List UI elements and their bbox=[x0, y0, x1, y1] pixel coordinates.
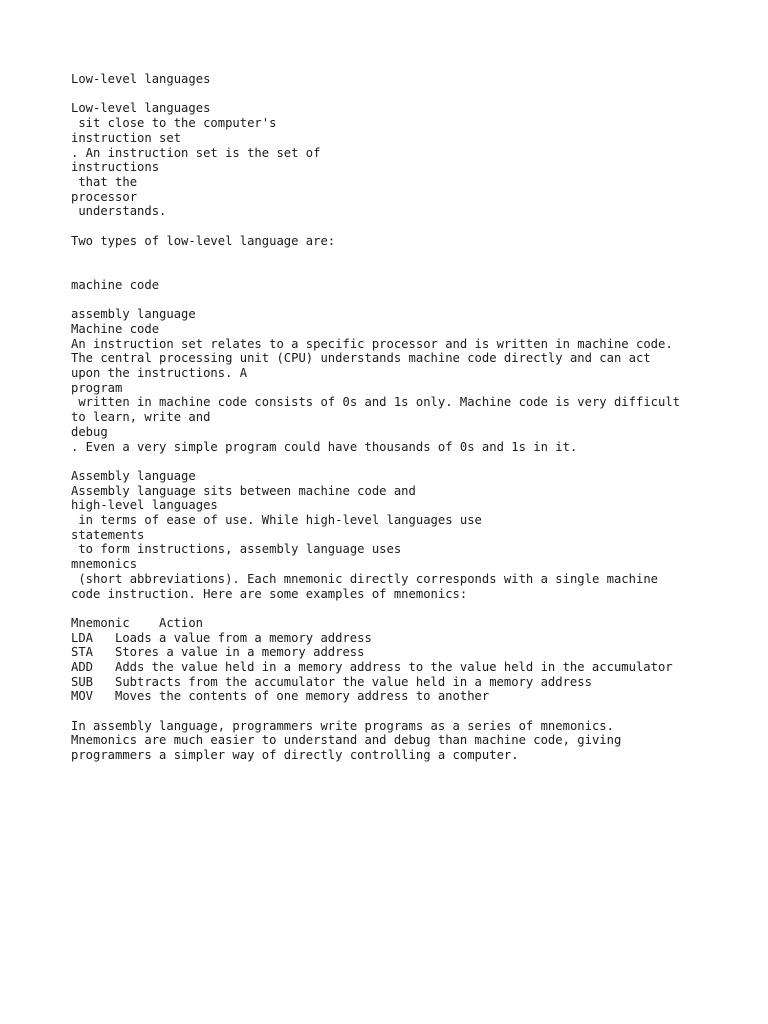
column-header-action: Action bbox=[159, 615, 204, 630]
spacer bbox=[71, 219, 731, 234]
intro-paragraph bbox=[71, 101, 731, 219]
intro-line: sit close to the computer's bbox=[71, 116, 277, 131]
document-body bbox=[71, 72, 731, 763]
assembly-line: statements bbox=[71, 527, 145, 542]
mnemonics-table bbox=[71, 616, 731, 704]
assembly-line: to form instructions, assembly language uses bbox=[71, 542, 402, 557]
table-row bbox=[71, 675, 731, 690]
intro-line: understands. bbox=[71, 204, 167, 219]
machine-code-line: to learn, write and bbox=[71, 410, 211, 425]
page-title: Low-level languages bbox=[71, 72, 211, 86]
table-row bbox=[71, 631, 731, 646]
intro-line: . An instruction set is the set of bbox=[71, 145, 321, 160]
closing-line: In assembly language, programmers write programs as a series of mnemonics. bbox=[71, 718, 614, 733]
mnemonic-cell: STA bbox=[71, 645, 94, 660]
assembly-line: mnemonics bbox=[71, 557, 138, 572]
table-row bbox=[71, 660, 731, 675]
intro-line: instruction set bbox=[71, 130, 182, 145]
machine-code-line: written in machine code consists of 0s and 1s only. Machine code is very difficult bbox=[71, 395, 681, 410]
spacer bbox=[71, 248, 731, 277]
column-header-mnemonic: Mnemonic bbox=[71, 615, 130, 630]
spacer bbox=[71, 704, 731, 719]
mnemonic-cell: MOV bbox=[71, 689, 94, 704]
closing-paragraph bbox=[71, 719, 731, 763]
machine-code-heading: Machine code bbox=[71, 321, 160, 336]
spacer bbox=[71, 87, 731, 102]
assembly-line: in terms of ease of use. While high-level languages use bbox=[71, 513, 482, 528]
action-cell: Adds the value held in a memory address to the value held in the accumulator bbox=[115, 659, 673, 674]
intro-line: Low-level languages bbox=[71, 101, 211, 116]
action-cell: Loads a value from a memory address bbox=[115, 630, 372, 645]
machine-code-line: upon the instructions. A bbox=[71, 366, 248, 380]
assembly-heading: Assembly language bbox=[71, 468, 196, 483]
machine-code-line: An instruction set relates to a specific processor and is written in machine code. bbox=[71, 336, 673, 351]
intro-line: instructions bbox=[71, 160, 160, 175]
assembly-paragraph bbox=[71, 484, 731, 602]
closing-line: programmers a simpler way of directly controlling a computer. bbox=[71, 748, 519, 763]
spacer bbox=[71, 293, 731, 308]
intro-line: processor bbox=[71, 189, 138, 204]
table-row bbox=[71, 645, 731, 660]
types-item-assembly-language: assembly language bbox=[71, 307, 196, 322]
machine-code-line: debug bbox=[71, 424, 108, 439]
types-lead: Two types of low-level language are: bbox=[71, 233, 336, 248]
machine-code-line: program bbox=[71, 380, 123, 395]
types-item-machine-code: machine code bbox=[71, 277, 160, 292]
intro-line: that the bbox=[71, 174, 138, 189]
action-cell: Moves the contents of one memory address to another bbox=[115, 689, 490, 704]
assembly-line: Assembly language sits between machine code and bbox=[71, 483, 416, 498]
mnemonic-cell: SUB bbox=[71, 674, 94, 689]
mnemonic-cell: LDA bbox=[71, 630, 94, 645]
assembly-line: (short abbreviations). Each mnemonic directly corresponds with a single machine bbox=[71, 571, 658, 586]
action-cell: Stores a value in a memory address bbox=[115, 645, 365, 660]
table-header-row bbox=[71, 616, 731, 631]
action-cell: Subtracts from the accumulator the value held in a memory address bbox=[115, 674, 592, 689]
closing-line: Mnemonics are much easier to understand and debug than machine code, giving bbox=[71, 733, 622, 748]
spacer bbox=[71, 454, 731, 469]
table-row bbox=[71, 689, 731, 704]
spacer bbox=[71, 601, 731, 616]
machine-code-line: The central processing unit (CPU) understands machine code directly and can act bbox=[71, 351, 651, 366]
assembly-line: high-level languages bbox=[71, 498, 218, 513]
mnemonic-cell: ADD bbox=[71, 659, 94, 674]
assembly-line: code instruction. Here are some examples of mnemonics: bbox=[71, 586, 468, 601]
machine-code-paragraph bbox=[71, 337, 731, 455]
machine-code-line: . Even a very simple program could have thousands of 0s and 1s in it. bbox=[71, 439, 578, 454]
